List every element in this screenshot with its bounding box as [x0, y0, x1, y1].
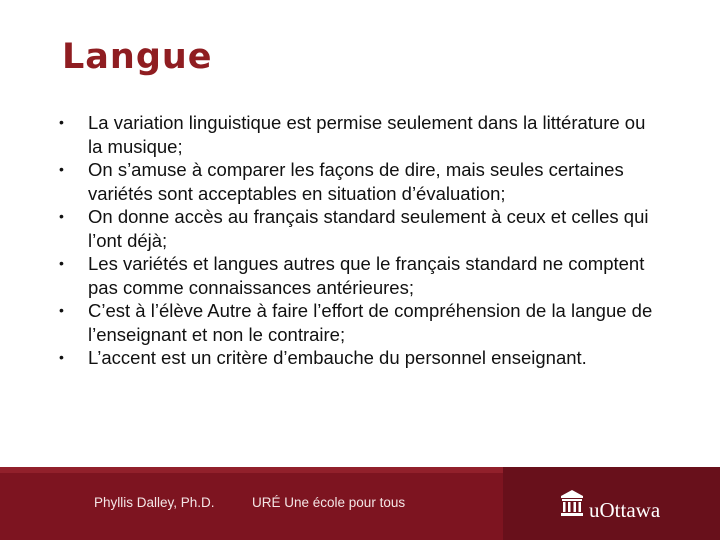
list-item [56, 205, 656, 252]
bullet-list [56, 111, 656, 370]
list-item [56, 252, 656, 299]
bullet-marker: • [59, 208, 64, 224]
slide-title: Langue [62, 37, 213, 77]
uottawa-logo [503, 467, 720, 540]
bullet-text: L’accent est un critère d’embauche du personnel enseignant. [88, 347, 587, 368]
bullet-text: C’est à l’élève Autre à faire l’effort de compréhension de la langue de l’enseignant et non le contraire; [88, 300, 653, 345]
bullet-marker: • [59, 349, 64, 365]
bullet-marker: • [59, 161, 64, 177]
bullet-marker: • [59, 302, 64, 318]
footer-author: Phyllis Dalley, Ph.D. [94, 495, 215, 510]
bullet-text: On s’amuse à comparer les façons de dire, mais seules certaines variétés sont acceptables en situation d’évaluation; [88, 159, 624, 204]
list-item [56, 111, 656, 158]
logo-text: uOttawa [589, 498, 661, 522]
bullet-marker: • [59, 114, 64, 130]
footer-tagline: URÉ Une école pour tous [252, 495, 406, 510]
university-building-icon [559, 489, 585, 517]
list-item [56, 299, 656, 346]
slide-footer [0, 467, 720, 540]
list-item [56, 158, 656, 205]
bullet-text: On donne accès au français standard seulement à ceux et celles qui l’ont déjà; [88, 206, 649, 251]
list-item [56, 346, 656, 370]
bullet-text: Les variétés et langues autres que le français standard ne comptent pas comme connaissances antérieures; [88, 253, 645, 298]
bullet-marker: • [59, 255, 64, 271]
bullet-text: La variation linguistique est permise seulement dans la littérature ou la musique; [88, 112, 646, 157]
